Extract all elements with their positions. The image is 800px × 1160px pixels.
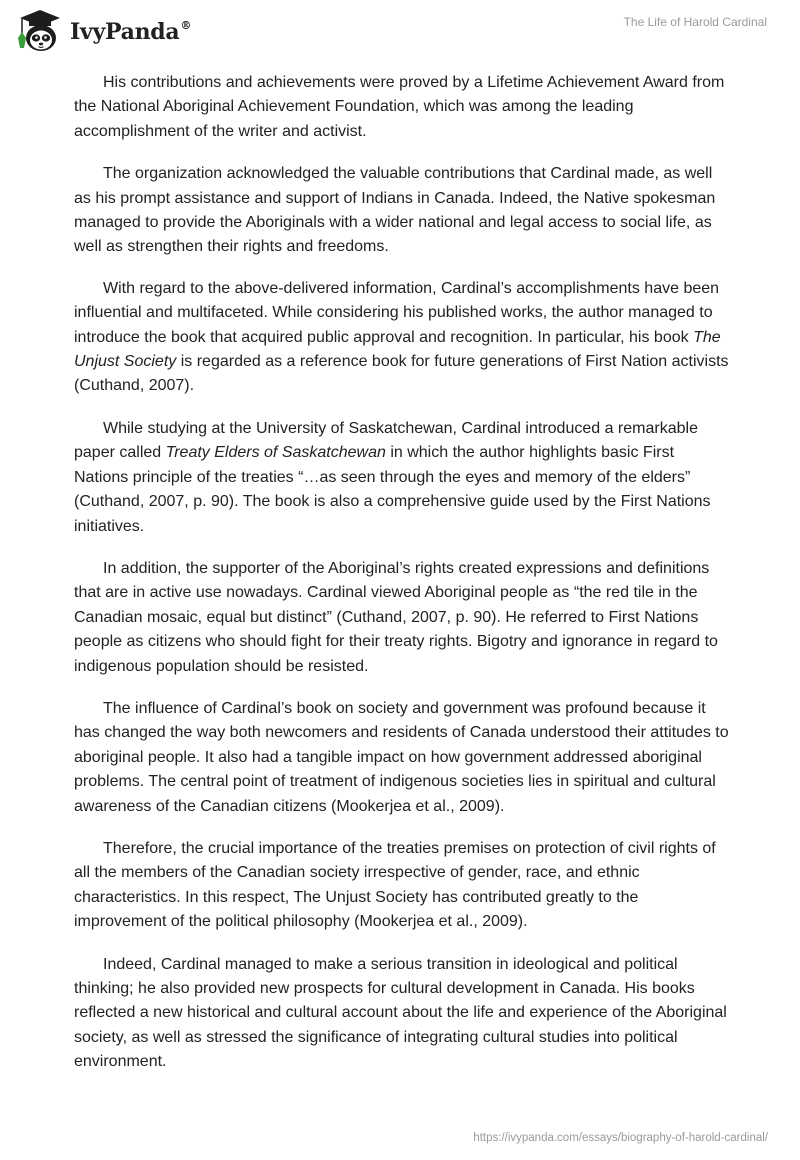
book-title: The Unjust Society bbox=[74, 328, 721, 371]
document-title: The Life of Harold Cardinal bbox=[623, 15, 767, 29]
paragraph: The organization acknowledged the valuable contributions that Cardinal made, as well as his prompt assistance and support of Indians in Canada. Indeed, the Native spokesman managed to provide the Aboriginals with a wider national and legal access to social life, as well as strengthen their rights and freedoms. bbox=[74, 165, 716, 256]
panda-graduate-icon bbox=[14, 8, 66, 54]
paragraph: Therefore, the crucial importance of the treaties premises on protection of civil rights of all the members of the Canadian society irrespective of gender, race, and ethnic characteristics. In this respect, The Unjust Society has contributed greatly to the improvement of the political philosophy (Mookerjea et al., 2009). bbox=[74, 839, 716, 931]
page-header bbox=[0, 0, 800, 64]
source-url[interactable]: https://ivypanda.com/essays/biography-of-harold-cardinal/ bbox=[473, 1132, 768, 1144]
paragraph: Indeed, Cardinal managed to make a serious transition in ideological and political thinking; he also provided new prospects for cultural development in Canada. His books reflected a new historical and cultural account about the life and experience of the Aboriginal society, as well as stressed the significance of integrating cultural studies into political environment. bbox=[74, 955, 727, 1071]
paragraph: His contributions and achievements were proved by a Lifetime Achievement Award from the National Aboriginal Achievement Foundation, which was among the leading accomplishment of the writer and activist. bbox=[74, 74, 725, 140]
paragraph: With regard to the above-delivered information, Cardinal’s accomplishments have been influential and multifaceted. While considering his published works, the author managed to introduce the book that acquired public approval and recognition. In particular, his book The Unjust Society is regarded as a reference book for future generations of First Nation activists (Cuthand, 2007). bbox=[74, 279, 729, 395]
paragraph: While studying at the University of Saskatchewan, Cardinal introduced a remarkable paper called Treaty Elders of Saskatchewan in which the author highlights basic First Nations principle of the treaties “…as seen through the eyes and memory of the elders” (Cuthand, 2007, p. 90). The book is also a comprehensive guide used by the First Nations initiatives. bbox=[74, 419, 711, 535]
paragraph: The influence of Cardinal’s book on society and government was profound because it has changed the way both newcomers and residents of Canada understood their attitudes to aboriginal people. It also had a tangible impact on how government addressed aboriginal problems. The central point of treatment of indigenous societies lies in spiritual and cultural awareness of the Canadian citizens (Mookerjea et al., 2009). bbox=[74, 699, 729, 815]
brand-name: IvyPanda® bbox=[70, 19, 192, 45]
ivypanda-logo[interactable] bbox=[14, 8, 191, 54]
paper-title: Treaty Elders of Saskatchewan bbox=[165, 444, 386, 462]
paragraph: In addition, the supporter of the Aboriginal’s rights created expressions and definitions that are in active use nowadays. Cardinal viewed Aboriginal people as “the red tile in the Canadian mosaic, equal but distinct” (Cuthand, 2007, p. 90). He referred to First Nations people as citizens who should fight for their treaty rights. Bigotry and ignorance in regard to indigenous population should be resisted. bbox=[74, 559, 718, 675]
essay-body bbox=[74, 71, 730, 1093]
